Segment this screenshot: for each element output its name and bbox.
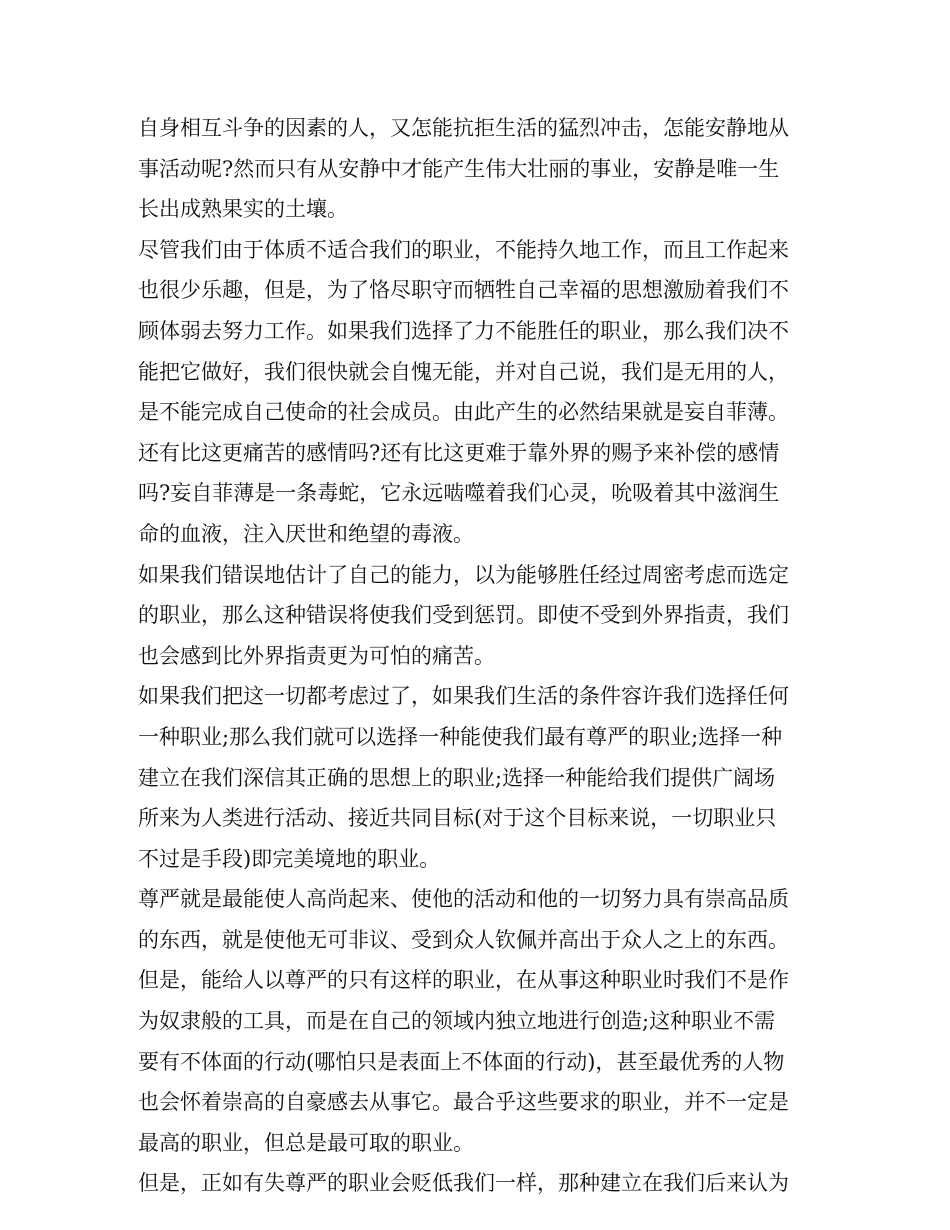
text-line: 一种职业;那么我们就可以选择一种能使我们最有尊严的职业;选择一种 — [138, 724, 783, 749]
text-line: 顾体弱去努力工作。如果我们选择了力不能胜任的职业，那么我们决不 — [138, 318, 789, 343]
text-line: 的东西，就是使他无可非议、受到众人钦佩并高出于众人之上的东西。 — [138, 927, 789, 952]
text-line: 吗?妄自菲薄是一条毒蛇，它永远啮噬着我们心灵，吮吸着其中滋润生 — [138, 481, 780, 506]
text-line: 为奴隶般的工具，而是在自己的领域内独立地进行创造;这种职业不需 — [138, 1009, 776, 1034]
text-line: 尽管我们由于体质不适合我们的职业，不能持久地工作，而且工作起来 — [138, 237, 789, 262]
text-line: 命的血液，注入厌世和绝望的毒液。 — [138, 521, 474, 546]
text-line: 如果我们错误地估计了自己的能力，以为能够胜任经过周密考虑而选定 — [138, 562, 789, 587]
text-line: 所来为人类进行活动、接近共同目标(对于这个目标来说，一切职业只 — [138, 806, 777, 831]
text-line: 如果我们把这一切都考虑过了，如果我们生活的条件容许我们选择任何 — [138, 684, 789, 709]
text-line: 也会怀着崇高的自豪感去从事它。最合乎这些要求的职业，并不一定是 — [138, 1090, 789, 1115]
text-line: 还有比这更痛苦的感情吗?还有比这更难于靠外界的赐予来补偿的感情 — [138, 440, 780, 465]
body-text — [138, 108, 818, 1204]
text-line: 但是，正如有失尊严的职业会贬低我们一样，那种建立在我们后来认为 — [138, 1171, 789, 1196]
text-line: 事活动呢?然而只有从安静中才能产生伟大壮丽的事业，安静是唯一生 — [138, 156, 780, 181]
text-line: 自身相互斗争的因素的人，又怎能抗拒生活的猛烈冲击，怎能安静地从 — [138, 116, 789, 140]
text-line: 不过是手段)即完美境地的职业。 — [138, 846, 441, 871]
text-line: 的职业，那么这种错误将使我们受到惩罚。即使不受到外界指责，我们 — [138, 603, 789, 628]
text-line: 也会感到比外界指责更为可怕的痛苦。 — [138, 643, 495, 668]
text-line: 能把它做好，我们很快就会自愧无能，并对自己说，我们是无用的人， — [138, 359, 789, 384]
text-line: 长出成熟果实的土壤。 — [138, 197, 348, 222]
text-line: 最高的职业，但总是最可取的职业。 — [138, 1130, 474, 1155]
text-line: 也很少乐趣，但是，为了恪尽职守而牺牲自己幸福的思想激励着我们不 — [138, 278, 789, 303]
text-line: 是不能完成自己使命的社会成员。由此产生的必然结果就是妄自菲薄。 — [138, 400, 789, 425]
text-line: 要有不体面的行动(哪怕只是表面上不体面的行动)，甚至最优秀的人物 — [138, 1049, 785, 1074]
text-line: 建立在我们深信其正确的思想上的职业;选择一种能给我们提供广阔场 — [138, 765, 776, 790]
text-line: 但是，能给人以尊严的只有这样的职业，在从事这种职业时我们不是作 — [138, 968, 789, 993]
text-line: 尊严就是最能使人高尚起来、使他的活动和他的一切努力具有崇高品质 — [138, 887, 789, 912]
